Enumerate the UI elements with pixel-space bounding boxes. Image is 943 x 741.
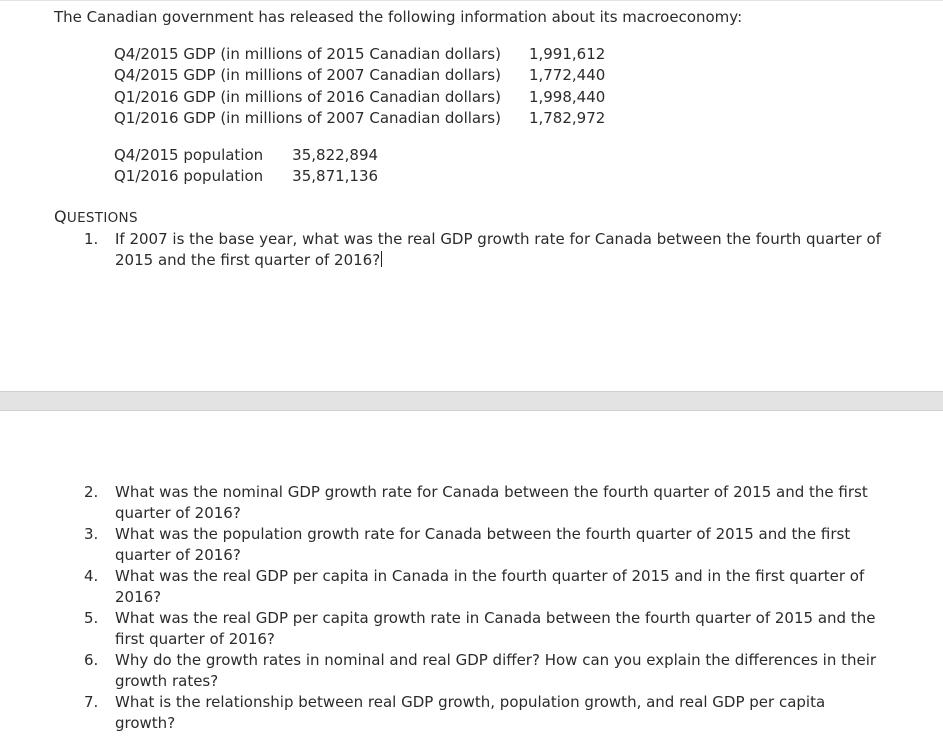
table-row	[114, 145, 378, 166]
question-number: 2.	[84, 483, 99, 501]
table-row	[114, 166, 378, 187]
gdp-label: Q1/2016 GDP (in millions of 2007 Canadian dollars)	[114, 108, 501, 127]
text-cursor	[381, 251, 382, 267]
question-number: 4.	[84, 567, 99, 585]
gdp-label: Q4/2015 GDP (in millions of 2007 Canadian dollars)	[114, 66, 501, 85]
table-row	[114, 87, 605, 108]
question-text: What was the real GDP per capita growth rate in Canada between the fourth quarter of 2015 and the first quarter of 2016?	[115, 609, 876, 648]
gdp-table	[114, 44, 605, 129]
questions-heading-initial: Q	[54, 207, 67, 226]
population-table	[114, 145, 378, 188]
question-number: 3.	[84, 525, 99, 543]
question-list-page-2	[0, 482, 943, 734]
question-item[interactable]	[0, 482, 943, 524]
question-text: What was the population growth rate for Canada between the fourth quarter of 2015 and the first quarter of 2016?	[115, 525, 851, 564]
question-item[interactable]	[0, 524, 943, 566]
question-number: 1.	[84, 230, 99, 248]
question-number: 5.	[84, 609, 99, 627]
document-page-2	[0, 411, 943, 741]
questions-heading-rest: UESTIONS	[66, 210, 138, 226]
question-number: 7.	[84, 693, 99, 711]
page-break	[0, 391, 943, 411]
question-item[interactable]	[0, 650, 943, 692]
question-item[interactable]	[0, 229, 943, 271]
question-number: 6.	[84, 651, 99, 669]
question-item[interactable]	[0, 566, 943, 608]
gdp-value: 1,782,972	[528, 108, 606, 127]
gdp-value: 1,991,612	[528, 45, 606, 63]
question-text: What was the real GDP per capita in Canada in the fourth quarter of 2015 and in the first quarter of 2016?	[115, 567, 865, 606]
question-item[interactable]	[0, 692, 943, 734]
population-label: Q1/2016 population	[114, 167, 264, 186]
gdp-label: Q4/2015 GDP (in millions of 2015 Canadian dollars)	[114, 45, 501, 63]
question-text: What was the nominal GDP growth rate for Canada between the fourth quarter of 2015 and the first quarter of 2016?	[115, 483, 868, 522]
gdp-label: Q1/2016 GDP (in millions of 2016 Canadian dollars)	[114, 87, 501, 106]
table-row	[114, 65, 605, 86]
population-value: 35,871,136	[292, 167, 379, 186]
question-text: What is the relationship between real GDP growth, population growth, and real GDP per capita growth?	[115, 693, 826, 732]
questions-heading	[54, 207, 138, 226]
question-list-page-1	[0, 229, 943, 271]
table-row	[114, 44, 605, 65]
question-item[interactable]	[0, 608, 943, 650]
table-row	[114, 108, 605, 129]
question-text: Why do the growth rates in nominal and real GDP differ? How can you explain the differences in their growth rates?	[115, 651, 877, 690]
gdp-value: 1,772,440	[528, 66, 606, 85]
population-value: 35,822,894	[292, 146, 379, 164]
population-label: Q4/2015 population	[114, 146, 264, 164]
gdp-value: 1,998,440	[528, 87, 606, 106]
question-text: If 2007 is the base year, what was the real GDP growth rate for Canada between the fourth quarter of 2015 and the first quarter of 2016?	[115, 230, 881, 269]
intro-text: The Canadian government has released the following information about its macroeconomy:	[54, 8, 743, 26]
